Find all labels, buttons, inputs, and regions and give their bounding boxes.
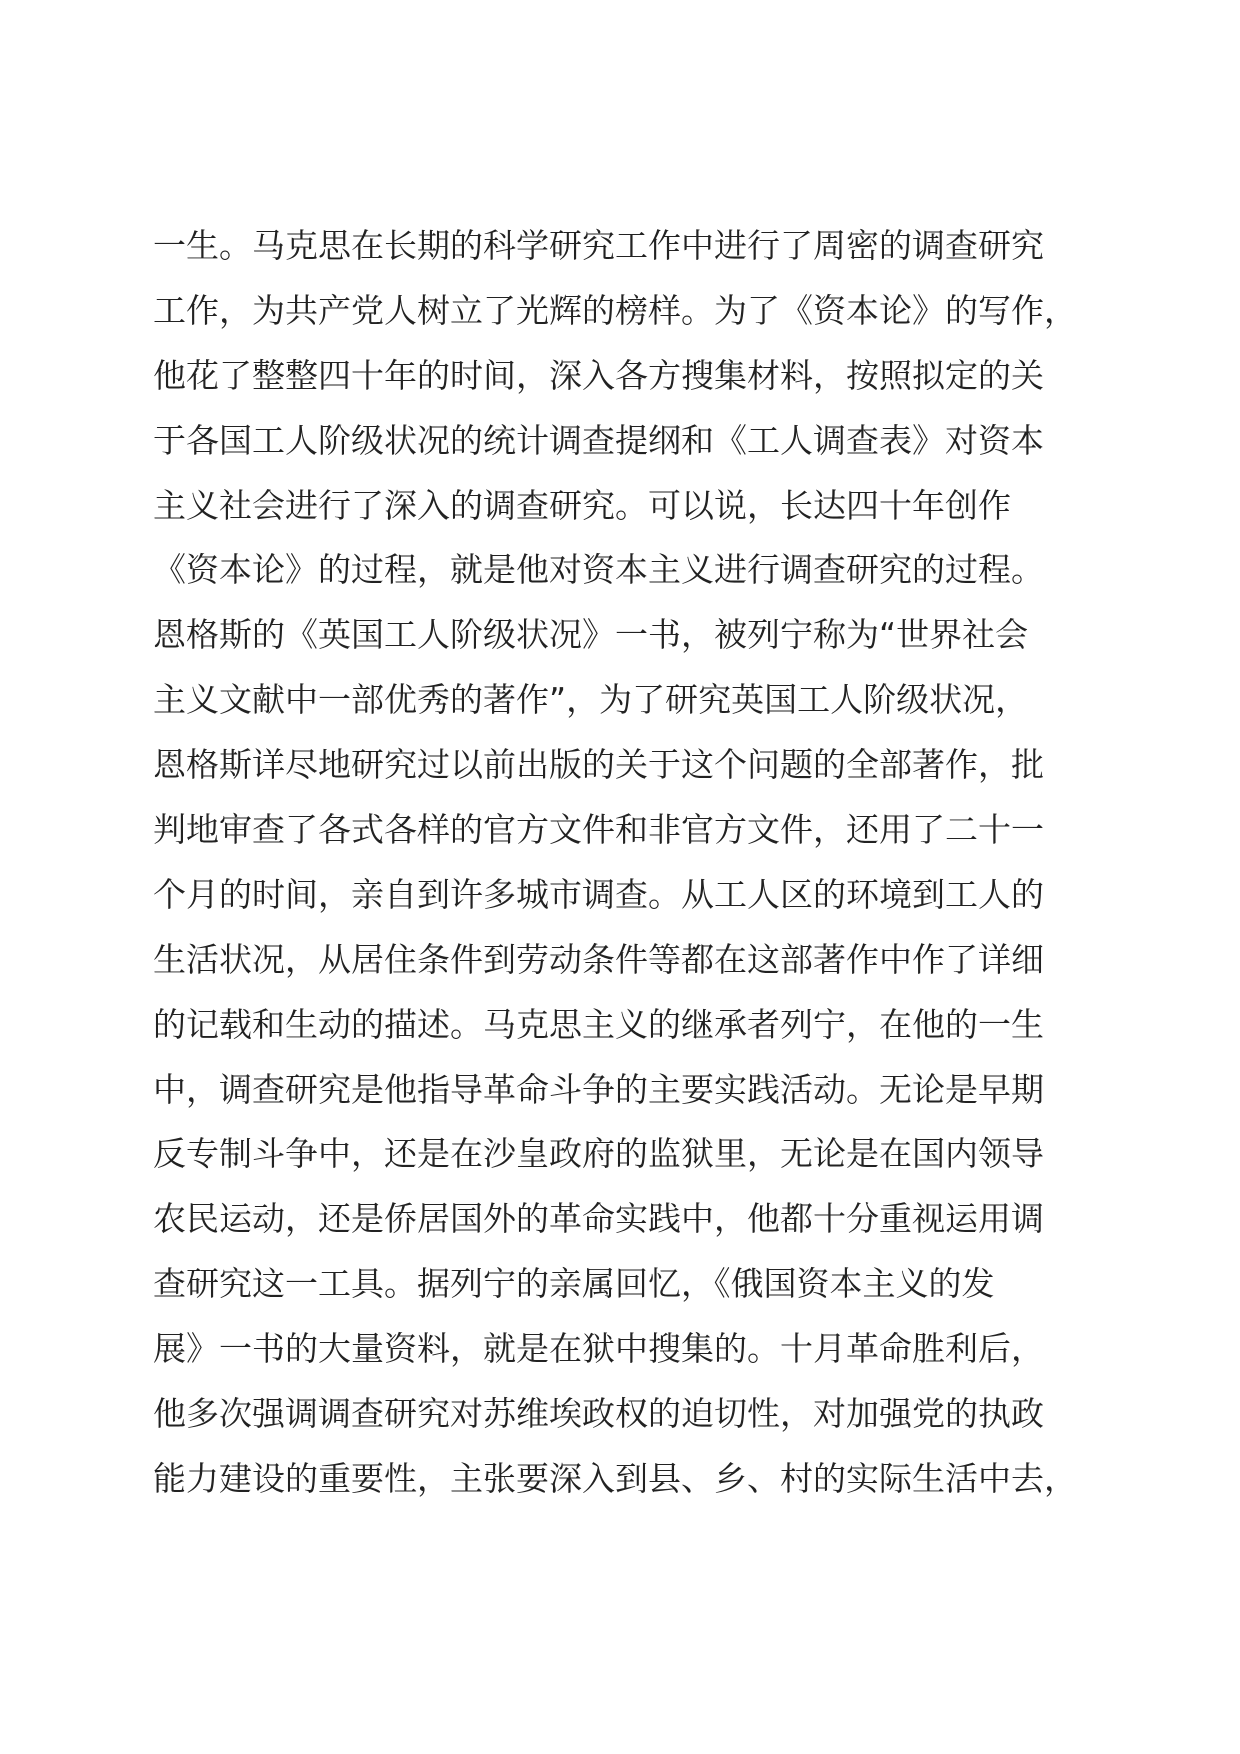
text-line: 判地审查了各式各样的官方文件和非官方文件，还用了二十一 — [153, 810, 1044, 850]
text-line: 主义社会进行了深入的调查研究。可以说，长达四十年创作 — [153, 485, 1011, 525]
text-line: 工作，为共产党人树立了光辉的榜样。为了《资本论》的写作， — [153, 290, 1077, 330]
body-paragraph — [153, 214, 1113, 1512]
text-line: 于各国工人阶级状况的统计调查提纲和《工人调查表》对资本 — [153, 420, 1044, 460]
text-line: 查研究这一工具。据列宁的亲属回忆，《俄国资本主义的发 — [153, 1264, 995, 1304]
text-line: 一生。马克思在长期的科学研究工作中进行了周密的调查研究 — [153, 226, 1044, 265]
text-line: 个月的时间，亲自到许多城市调查。从工人区的环境到工人的 — [153, 874, 1044, 914]
text-line: 能力建设的重要性，主张要深入到县、乡、村的实际生活中去， — [153, 1458, 1077, 1498]
text-line: 反专制斗争中，还是在沙皇政府的监狱里，无论是在国内领导 — [153, 1134, 1044, 1174]
text-line: 主义文献中一部优秀的著作”，为了研究英国工人阶级状况， — [153, 680, 1029, 720]
text-line: 恩格斯的《英国工人阶级状况》一书，被列宁称为“世界社会 — [153, 615, 1029, 655]
text-line: 展》一书的大量资料，就是在狱中搜集的。十月革命胜利后， — [153, 1329, 1044, 1369]
text-line: 恩格斯详尽地研究过以前出版的关于这个问题的全部著作，批 — [153, 745, 1044, 785]
text-line: 他多次强调调查研究对苏维埃政权的迫切性，对加强党的执政 — [153, 1394, 1044, 1434]
text-line: 的记载和生动的描述。马克思主义的继承者列宁，在他的一生 — [153, 1004, 1044, 1044]
text-line: 中，调查研究是他指导革命斗争的主要实践活动。无论是早期 — [153, 1069, 1044, 1109]
text-line: 农民运动，还是侨居国外的革命实践中，他都十分重视运用调 — [153, 1199, 1044, 1239]
text-line: 生活状况，从居住条件到劳动条件等都在这部著作中作了详细 — [153, 939, 1044, 979]
text-line: 他花了整整四十年的时间，深入各方搜集材料，按照拟定的关 — [153, 355, 1044, 395]
text-line: 《资本论》的过程，就是他对资本主义进行调查研究的过程。 — [153, 550, 1044, 590]
